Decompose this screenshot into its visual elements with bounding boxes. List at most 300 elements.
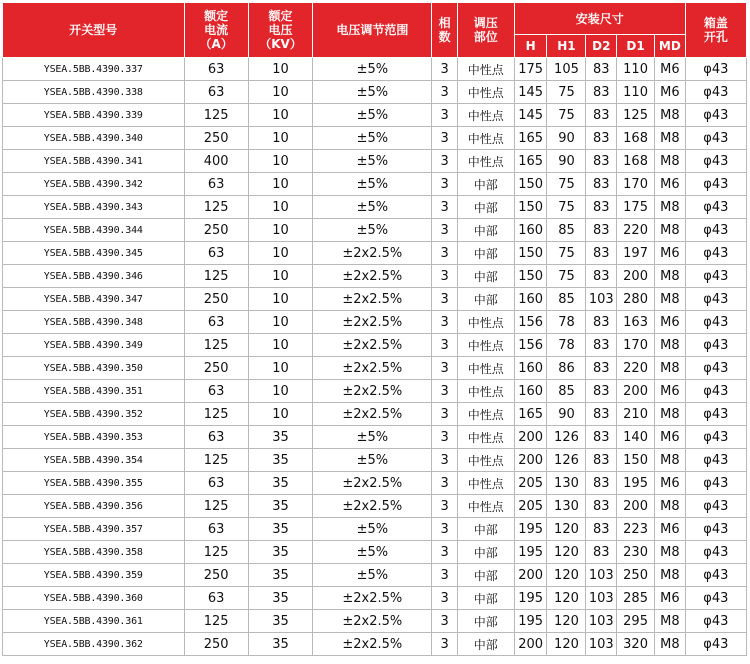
spec-table xyxy=(2,2,747,656)
table-row xyxy=(3,242,747,265)
hole-cell: φ43 xyxy=(685,472,746,495)
table-row xyxy=(3,518,747,541)
h-cell: 165 xyxy=(514,150,547,173)
d2-cell: 103 xyxy=(586,288,617,311)
d1-cell: 110 xyxy=(617,58,655,81)
voltage-cell: 35 xyxy=(248,495,312,518)
header-rated-voltage-line: 电压 xyxy=(268,23,293,37)
phase-cell: 3 xyxy=(432,288,457,311)
h-cell: 160 xyxy=(514,288,547,311)
current-cell: 125 xyxy=(184,196,248,219)
current-cell: 250 xyxy=(184,127,248,150)
current-cell: 63 xyxy=(184,380,248,403)
table-row xyxy=(3,449,747,472)
d1-cell: 110 xyxy=(617,81,655,104)
hole-cell: φ43 xyxy=(685,403,746,426)
h1-cell: 75 xyxy=(547,173,586,196)
hole-cell: φ43 xyxy=(685,311,746,334)
d2-cell: 103 xyxy=(586,610,617,633)
table-row xyxy=(3,288,747,311)
md-cell: M6 xyxy=(655,518,686,541)
current-cell: 125 xyxy=(184,403,248,426)
position-cell: 中性点 xyxy=(457,449,514,472)
header-rated-current xyxy=(184,3,248,58)
d2-cell: 103 xyxy=(586,633,617,656)
phase-cell: 3 xyxy=(432,564,457,587)
hole-cell: φ43 xyxy=(685,288,746,311)
h1-cell: 75 xyxy=(547,265,586,288)
d1-cell: 223 xyxy=(617,518,655,541)
voltage-cell: 35 xyxy=(248,426,312,449)
voltage-cell: 10 xyxy=(248,357,312,380)
h1-cell: 130 xyxy=(547,495,586,518)
md-cell: M6 xyxy=(655,81,686,104)
position-cell: 中性点 xyxy=(457,58,514,81)
d1-cell: 140 xyxy=(617,426,655,449)
model-cell: YSEA.5BB.4390.360 xyxy=(3,587,185,610)
d1-cell: 285 xyxy=(617,587,655,610)
h1-cell: 120 xyxy=(547,564,586,587)
position-cell: 中性点 xyxy=(457,495,514,518)
range-cell: ±5% xyxy=(313,196,432,219)
voltage-cell: 10 xyxy=(248,127,312,150)
header-position-line: 部位 xyxy=(473,30,498,44)
current-cell: 250 xyxy=(184,288,248,311)
hole-cell: φ43 xyxy=(685,173,746,196)
current-cell: 63 xyxy=(184,587,248,610)
header-phase-line: 数 xyxy=(438,30,451,44)
voltage-cell: 10 xyxy=(248,288,312,311)
d2-cell: 83 xyxy=(586,127,617,150)
voltage-cell: 35 xyxy=(248,610,312,633)
d2-cell: 83 xyxy=(586,541,617,564)
range-cell: ±5% xyxy=(313,173,432,196)
model-cell: YSEA.5BB.4390.348 xyxy=(3,311,185,334)
phase-cell: 3 xyxy=(432,127,457,150)
current-cell: 63 xyxy=(184,472,248,495)
range-cell: ±5% xyxy=(313,150,432,173)
position-cell: 中性点 xyxy=(457,311,514,334)
voltage-cell: 10 xyxy=(248,242,312,265)
md-cell: M8 xyxy=(655,403,686,426)
h-cell: 175 xyxy=(514,58,547,81)
phase-cell: 3 xyxy=(432,472,457,495)
position-cell: 中性点 xyxy=(457,127,514,150)
range-cell: ±2x2.5% xyxy=(313,357,432,380)
current-cell: 250 xyxy=(184,357,248,380)
d2-cell: 83 xyxy=(586,334,617,357)
current-cell: 125 xyxy=(184,610,248,633)
header-model: 开关型号 xyxy=(3,3,185,58)
header-col-h: H xyxy=(514,35,547,58)
hole-cell: φ43 xyxy=(685,81,746,104)
table-row xyxy=(3,81,747,104)
voltage-cell: 35 xyxy=(248,564,312,587)
voltage-cell: 10 xyxy=(248,311,312,334)
phase-cell: 3 xyxy=(432,357,457,380)
d2-cell: 83 xyxy=(586,380,617,403)
d1-cell: 200 xyxy=(617,380,655,403)
table-row xyxy=(3,426,747,449)
md-cell: M8 xyxy=(655,449,686,472)
phase-cell: 3 xyxy=(432,403,457,426)
model-cell: YSEA.5BB.4390.338 xyxy=(3,81,185,104)
table-row xyxy=(3,334,747,357)
header-col-md: MD xyxy=(655,35,686,58)
h1-cell: 75 xyxy=(547,81,586,104)
table-row xyxy=(3,127,747,150)
hole-cell: φ43 xyxy=(685,449,746,472)
h1-cell: 78 xyxy=(547,311,586,334)
model-cell: YSEA.5BB.4390.355 xyxy=(3,472,185,495)
model-cell: YSEA.5BB.4390.349 xyxy=(3,334,185,357)
h1-cell: 75 xyxy=(547,242,586,265)
range-cell: ±2x2.5% xyxy=(313,403,432,426)
md-cell: M8 xyxy=(655,104,686,127)
voltage-cell: 10 xyxy=(248,81,312,104)
model-cell: YSEA.5BB.4390.357 xyxy=(3,518,185,541)
range-cell: ±2x2.5% xyxy=(313,380,432,403)
model-cell: YSEA.5BB.4390.350 xyxy=(3,357,185,380)
header-col-d2: D2 xyxy=(586,35,617,58)
d1-cell: 230 xyxy=(617,541,655,564)
position-cell: 中性点 xyxy=(457,472,514,495)
d1-cell: 220 xyxy=(617,219,655,242)
d1-cell: 200 xyxy=(617,495,655,518)
table-row xyxy=(3,150,747,173)
d1-cell: 170 xyxy=(617,173,655,196)
phase-cell: 3 xyxy=(432,495,457,518)
d1-cell: 168 xyxy=(617,150,655,173)
range-cell: ±2x2.5% xyxy=(313,311,432,334)
range-cell: ±5% xyxy=(313,541,432,564)
d1-cell: 200 xyxy=(617,265,655,288)
range-cell: ±5% xyxy=(313,518,432,541)
h1-cell: 85 xyxy=(547,288,586,311)
phase-cell: 3 xyxy=(432,334,457,357)
model-cell: YSEA.5BB.4390.356 xyxy=(3,495,185,518)
table-row xyxy=(3,265,747,288)
phase-cell: 3 xyxy=(432,541,457,564)
model-cell: YSEA.5BB.4390.353 xyxy=(3,426,185,449)
phase-cell: 3 xyxy=(432,380,457,403)
model-cell: YSEA.5BB.4390.340 xyxy=(3,127,185,150)
range-cell: ±5% xyxy=(313,81,432,104)
h-cell: 160 xyxy=(514,219,547,242)
position-cell: 中性点 xyxy=(457,426,514,449)
d2-cell: 83 xyxy=(586,518,617,541)
md-cell: M8 xyxy=(655,265,686,288)
h1-cell: 105 xyxy=(547,58,586,81)
model-cell: YSEA.5BB.4390.347 xyxy=(3,288,185,311)
d1-cell: 163 xyxy=(617,311,655,334)
md-cell: M8 xyxy=(655,564,686,587)
h-cell: 156 xyxy=(514,311,547,334)
h-cell: 205 xyxy=(514,495,547,518)
position-cell: 中性点 xyxy=(457,81,514,104)
md-cell: M8 xyxy=(655,610,686,633)
voltage-cell: 10 xyxy=(248,265,312,288)
voltage-cell: 35 xyxy=(248,449,312,472)
header-col-d1: D1 xyxy=(617,35,655,58)
header-rated-voltage-line: 额定 xyxy=(268,9,293,23)
voltage-cell: 10 xyxy=(248,150,312,173)
current-cell: 250 xyxy=(184,219,248,242)
hole-cell: φ43 xyxy=(685,541,746,564)
md-cell: M8 xyxy=(655,150,686,173)
header-col-h1: H1 xyxy=(547,35,586,58)
hole-cell: φ43 xyxy=(685,587,746,610)
table-row xyxy=(3,610,747,633)
phase-cell: 3 xyxy=(432,58,457,81)
hole-cell: φ43 xyxy=(685,633,746,656)
range-cell: ±2x2.5% xyxy=(313,495,432,518)
phase-cell: 3 xyxy=(432,518,457,541)
md-cell: M6 xyxy=(655,380,686,403)
voltage-cell: 10 xyxy=(248,104,312,127)
range-cell: ±5% xyxy=(313,426,432,449)
current-cell: 125 xyxy=(184,495,248,518)
hole-cell: φ43 xyxy=(685,150,746,173)
position-cell: 中部 xyxy=(457,587,514,610)
md-cell: M8 xyxy=(655,219,686,242)
header-rated-voltage xyxy=(248,3,312,58)
h-cell: 165 xyxy=(514,403,547,426)
phase-cell: 3 xyxy=(432,449,457,472)
voltage-cell: 35 xyxy=(248,518,312,541)
h1-cell: 90 xyxy=(547,127,586,150)
h1-cell: 120 xyxy=(547,518,586,541)
table-row xyxy=(3,173,747,196)
h-cell: 145 xyxy=(514,104,547,127)
model-cell: YSEA.5BB.4390.345 xyxy=(3,242,185,265)
model-cell: YSEA.5BB.4390.346 xyxy=(3,265,185,288)
model-cell: YSEA.5BB.4390.341 xyxy=(3,150,185,173)
model-cell: YSEA.5BB.4390.361 xyxy=(3,610,185,633)
d2-cell: 83 xyxy=(586,150,617,173)
hole-cell: φ43 xyxy=(685,380,746,403)
h1-cell: 126 xyxy=(547,449,586,472)
h-cell: 200 xyxy=(514,564,547,587)
h1-cell: 75 xyxy=(547,196,586,219)
range-cell: ±2x2.5% xyxy=(313,587,432,610)
md-cell: M8 xyxy=(655,196,686,219)
voltage-cell: 10 xyxy=(248,196,312,219)
d2-cell: 103 xyxy=(586,587,617,610)
header-voltage-range: 电压调节范围 xyxy=(313,3,432,58)
position-cell: 中部 xyxy=(457,196,514,219)
d1-cell: 195 xyxy=(617,472,655,495)
d1-cell: 210 xyxy=(617,403,655,426)
model-cell: YSEA.5BB.4390.343 xyxy=(3,196,185,219)
table-row xyxy=(3,403,747,426)
h1-cell: 85 xyxy=(547,380,586,403)
h-cell: 145 xyxy=(514,81,547,104)
range-cell: ±2x2.5% xyxy=(313,610,432,633)
md-cell: M8 xyxy=(655,357,686,380)
position-cell: 中部 xyxy=(457,564,514,587)
header-install-size: 安装尺寸 xyxy=(514,3,685,35)
position-cell: 中性点 xyxy=(457,150,514,173)
h1-cell: 130 xyxy=(547,472,586,495)
d1-cell: 150 xyxy=(617,449,655,472)
range-cell: ±5% xyxy=(313,104,432,127)
d2-cell: 83 xyxy=(586,495,617,518)
model-cell: YSEA.5BB.4390.339 xyxy=(3,104,185,127)
position-cell: 中部 xyxy=(457,265,514,288)
voltage-cell: 10 xyxy=(248,58,312,81)
phase-cell: 3 xyxy=(432,242,457,265)
current-cell: 125 xyxy=(184,265,248,288)
h-cell: 195 xyxy=(514,610,547,633)
d1-cell: 175 xyxy=(617,196,655,219)
model-cell: YSEA.5BB.4390.354 xyxy=(3,449,185,472)
header-rated-voltage-line: （KV） xyxy=(259,37,302,51)
h-cell: 150 xyxy=(514,196,547,219)
hole-cell: φ43 xyxy=(685,104,746,127)
md-cell: M6 xyxy=(655,587,686,610)
h1-cell: 120 xyxy=(547,587,586,610)
d2-cell: 83 xyxy=(586,357,617,380)
d2-cell: 83 xyxy=(586,265,617,288)
current-cell: 125 xyxy=(184,334,248,357)
h1-cell: 78 xyxy=(547,334,586,357)
position-cell: 中部 xyxy=(457,173,514,196)
position-cell: 中部 xyxy=(457,541,514,564)
md-cell: M6 xyxy=(655,472,686,495)
d2-cell: 83 xyxy=(586,173,617,196)
hole-cell: φ43 xyxy=(685,265,746,288)
md-cell: M6 xyxy=(655,242,686,265)
md-cell: M8 xyxy=(655,541,686,564)
h-cell: 150 xyxy=(514,173,547,196)
md-cell: M6 xyxy=(655,173,686,196)
h1-cell: 120 xyxy=(547,610,586,633)
phase-cell: 3 xyxy=(432,104,457,127)
position-cell: 中性点 xyxy=(457,380,514,403)
table-row xyxy=(3,495,747,518)
d2-cell: 83 xyxy=(586,81,617,104)
position-cell: 中部 xyxy=(457,610,514,633)
current-cell: 63 xyxy=(184,518,248,541)
phase-cell: 3 xyxy=(432,265,457,288)
header-cover-hole xyxy=(685,3,746,58)
current-cell: 63 xyxy=(184,173,248,196)
current-cell: 250 xyxy=(184,564,248,587)
current-cell: 400 xyxy=(184,150,248,173)
d2-cell: 103 xyxy=(586,564,617,587)
d2-cell: 83 xyxy=(586,472,617,495)
range-cell: ±5% xyxy=(313,449,432,472)
table-row xyxy=(3,472,747,495)
h-cell: 160 xyxy=(514,380,547,403)
phase-cell: 3 xyxy=(432,311,457,334)
phase-cell: 3 xyxy=(432,150,457,173)
table-body xyxy=(3,58,747,656)
range-cell: ±5% xyxy=(313,127,432,150)
header-cover-hole-line: 开孔 xyxy=(703,30,728,44)
hole-cell: φ43 xyxy=(685,242,746,265)
range-cell: ±2x2.5% xyxy=(313,288,432,311)
hole-cell: φ43 xyxy=(685,518,746,541)
md-cell: M6 xyxy=(655,58,686,81)
phase-cell: 3 xyxy=(432,633,457,656)
voltage-cell: 10 xyxy=(248,380,312,403)
position-cell: 中部 xyxy=(457,633,514,656)
md-cell: M8 xyxy=(655,633,686,656)
hole-cell: φ43 xyxy=(685,219,746,242)
d1-cell: 168 xyxy=(617,127,655,150)
model-cell: YSEA.5BB.4390.337 xyxy=(3,58,185,81)
h-cell: 195 xyxy=(514,541,547,564)
d1-cell: 170 xyxy=(617,334,655,357)
h-cell: 165 xyxy=(514,127,547,150)
d2-cell: 83 xyxy=(586,219,617,242)
position-cell: 中部 xyxy=(457,288,514,311)
h-cell: 200 xyxy=(514,633,547,656)
table-row xyxy=(3,357,747,380)
current-cell: 63 xyxy=(184,242,248,265)
d2-cell: 83 xyxy=(586,196,617,219)
phase-cell: 3 xyxy=(432,219,457,242)
h-cell: 150 xyxy=(514,265,547,288)
h-cell: 200 xyxy=(514,426,547,449)
current-cell: 63 xyxy=(184,426,248,449)
table-row xyxy=(3,104,747,127)
position-cell: 中部 xyxy=(457,518,514,541)
d1-cell: 125 xyxy=(617,104,655,127)
md-cell: M8 xyxy=(655,288,686,311)
range-cell: ±5% xyxy=(313,564,432,587)
voltage-cell: 35 xyxy=(248,541,312,564)
position-cell: 中性点 xyxy=(457,403,514,426)
voltage-cell: 10 xyxy=(248,219,312,242)
hole-cell: φ43 xyxy=(685,426,746,449)
table-row xyxy=(3,564,747,587)
h-cell: 150 xyxy=(514,242,547,265)
range-cell: ±2x2.5% xyxy=(313,265,432,288)
phase-cell: 3 xyxy=(432,81,457,104)
h-cell: 156 xyxy=(514,334,547,357)
phase-cell: 3 xyxy=(432,173,457,196)
table-row xyxy=(3,633,747,656)
d2-cell: 83 xyxy=(586,426,617,449)
d1-cell: 320 xyxy=(617,633,655,656)
header-phase xyxy=(432,3,457,58)
h1-cell: 90 xyxy=(547,403,586,426)
h1-cell: 120 xyxy=(547,633,586,656)
hole-cell: φ43 xyxy=(685,196,746,219)
hole-cell: φ43 xyxy=(685,564,746,587)
model-cell: YSEA.5BB.4390.342 xyxy=(3,173,185,196)
hole-cell: φ43 xyxy=(685,610,746,633)
model-cell: YSEA.5BB.4390.351 xyxy=(3,380,185,403)
current-cell: 125 xyxy=(184,541,248,564)
position-cell: 中性点 xyxy=(457,357,514,380)
range-cell: ±2x2.5% xyxy=(313,472,432,495)
current-cell: 125 xyxy=(184,449,248,472)
d2-cell: 83 xyxy=(586,242,617,265)
h1-cell: 126 xyxy=(547,426,586,449)
h1-cell: 120 xyxy=(547,541,586,564)
hole-cell: φ43 xyxy=(685,334,746,357)
h1-cell: 75 xyxy=(547,104,586,127)
d2-cell: 83 xyxy=(586,58,617,81)
model-cell: YSEA.5BB.4390.362 xyxy=(3,633,185,656)
h1-cell: 85 xyxy=(547,219,586,242)
model-cell: YSEA.5BB.4390.344 xyxy=(3,219,185,242)
h-cell: 195 xyxy=(514,518,547,541)
